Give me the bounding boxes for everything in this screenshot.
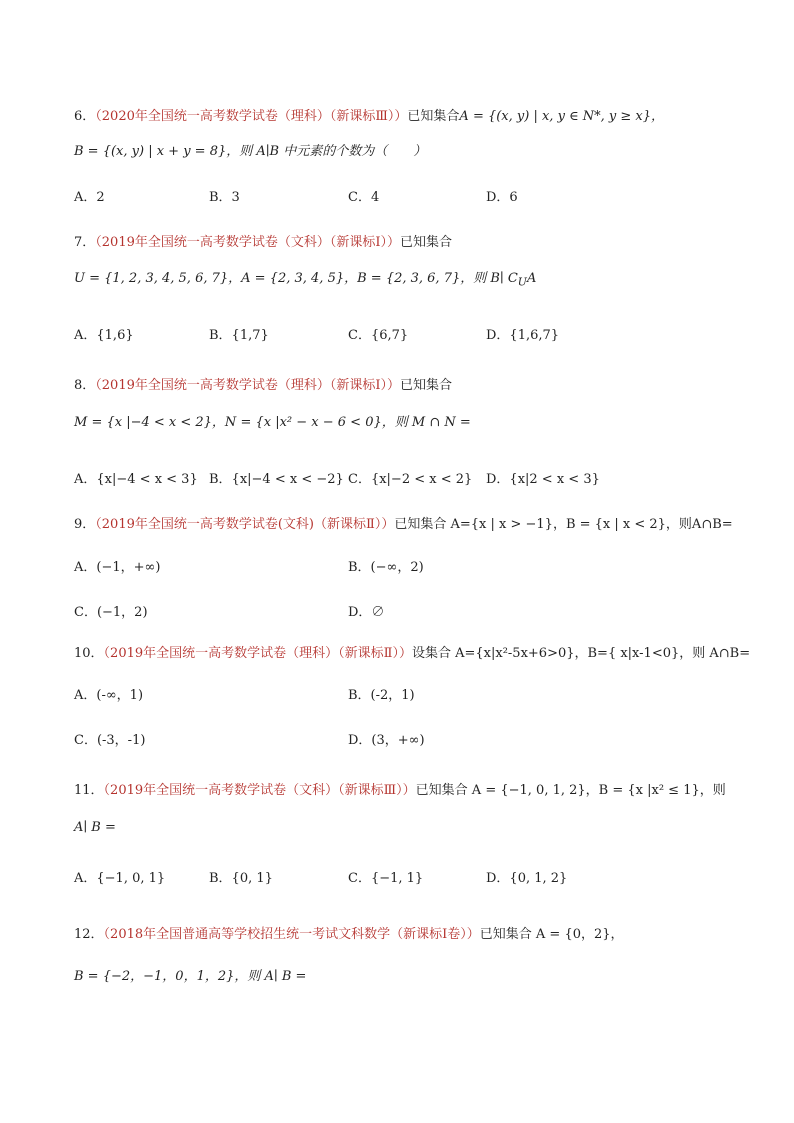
question-11-option-c: C．{−1, 1} [348, 871, 424, 886]
question-6-option-a: A．2 [74, 190, 105, 205]
question-source: （2019年全国统一高考数学试卷（文科）（新课标Ⅲ）） [103, 783, 416, 798]
question-7-option-c: C．{6,7} [348, 328, 409, 343]
question-10-option-c: C．(-3，-1) [74, 733, 146, 748]
question-number: 12． [74, 927, 104, 942]
question-number: 7． [74, 235, 96, 250]
question-number: 9． [74, 517, 96, 532]
question-math: U = {1, 2, 3, 4, 5, 6, 7}，A = {2, 3, 4, 5}，B = {2, 3, 6, 7}，则 B∣ C [74, 271, 518, 286]
question-6-option-d: D．6 [486, 190, 518, 205]
question-12-stem [74, 926, 624, 944]
question-10-option-d: D．(3，+∞) [348, 733, 425, 748]
question-text: 已知集合 [407, 109, 460, 124]
question-math: A = {(x, y) | x, y ∈ N*, y ≥ x}， [459, 109, 665, 124]
question-8-option-a: A．{x|−4 < x < 3} [74, 472, 198, 487]
question-number: 11． [74, 783, 104, 798]
question-6-stem [74, 108, 664, 126]
question-7-stem [74, 234, 452, 252]
question-8-option-b: B．{x|−4 < x < −2} [209, 472, 344, 487]
question-6-option-b: B．3 [209, 190, 240, 205]
question-text: 设集合 A={x|x²-5x+6>0}，B={ x|x-1<0}，则 A∩B= [411, 646, 751, 661]
question-6-option-c: C．4 [348, 190, 380, 205]
question-10-option-a: A．(-∞，1) [74, 688, 144, 703]
question-number: 6． [74, 109, 96, 124]
question-11-option-d: D．{0, 1, 2} [486, 871, 568, 886]
question-7-option-b: B．{1,7} [209, 328, 269, 343]
question-6-line2: B = {(x, y) | x + y = 8}，则 A∣B 中元素的个数为（ ） [74, 144, 427, 159]
question-9-option-d: D．∅ [348, 605, 385, 620]
question-11-line2: A∣ B = [74, 820, 116, 835]
question-9-option-a: A．(−1，+∞) [74, 560, 161, 575]
question-8-stem [74, 377, 452, 395]
question-text: 已知集合 A={x | x > −1}，B = {x | x < 2}，则A∩B= [394, 517, 733, 532]
question-text: 已知集合 [400, 378, 453, 393]
question-math-end: A [526, 271, 537, 286]
question-8-line2: M = {x |−4 < x < 2}，N = {x |x² − x − 6 < 0}，则 M ∩ N = [74, 415, 471, 430]
question-number: 10． [74, 646, 104, 661]
question-10-stem [74, 645, 750, 663]
question-text: 已知集合 [400, 235, 453, 250]
question-10-option-b: B．(-2，1) [348, 688, 415, 703]
complement-subscript: U [517, 275, 527, 289]
question-source: （2018年全国普通高等学校招生统一考试文科数学（新课标Ⅰ卷）） [103, 927, 480, 942]
question-9-option-c: C．(−1，2) [74, 605, 148, 620]
question-text: 已知集合 A = {−1, 0, 1, 2}，B = {x |x² ≤ 1}，则 [415, 783, 726, 798]
question-source: （2019年全国统一高考数学试卷(文科)（新课标Ⅱ）） [95, 517, 395, 532]
question-7-line2 [74, 270, 536, 292]
question-7-option-a: A．{1,6} [74, 328, 134, 343]
question-7-option-d: D．{1,6,7} [486, 328, 560, 343]
question-12-line2: B = {−2，−1，0，1，2}，则 A∣ B = [74, 969, 307, 984]
question-text: 已知集合 A = {0，2}， [479, 927, 624, 942]
question-source: （2019年全国统一高考数学试卷（文科）（新课标Ⅰ）） [95, 235, 401, 250]
question-number: 8． [74, 378, 96, 393]
question-11-stem [74, 782, 726, 800]
question-8-option-d: D．{x|2 < x < 3} [486, 472, 600, 487]
question-11-option-a: A．{−1, 0, 1} [74, 871, 166, 886]
question-9-stem [74, 516, 733, 534]
question-source: （2020年全国统一高考数学试卷（理科）（新课标Ⅲ）） [95, 109, 408, 124]
question-9-option-b: B．(−∞，2) [348, 560, 424, 575]
question-8-option-c: C．{x|−2 < x < 2} [348, 472, 473, 487]
question-source: （2019年全国统一高考数学试卷（理科）（新课标Ⅰ）） [95, 378, 401, 393]
question-11-option-b: B．{0, 1} [209, 871, 273, 886]
question-source: （2019年全国统一高考数学试卷（理科）（新课标Ⅱ）） [103, 646, 412, 661]
